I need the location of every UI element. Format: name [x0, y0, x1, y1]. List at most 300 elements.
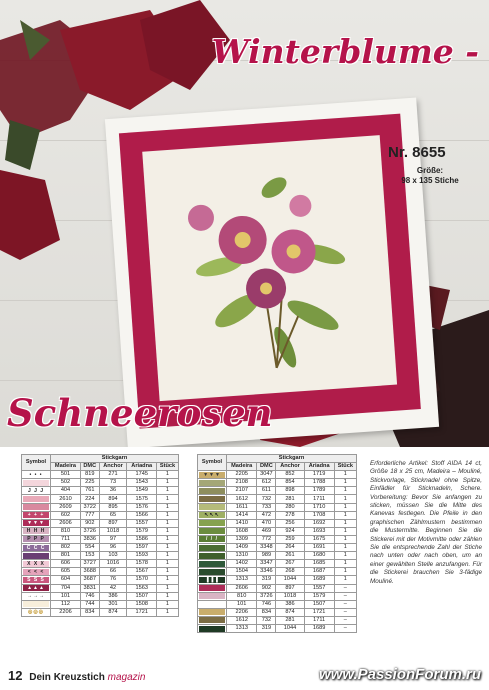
stueck-cell: 1 [156, 503, 178, 511]
madeira-cell: 2606 [227, 584, 257, 592]
color-swatch [23, 496, 49, 502]
stueck-cell: – [334, 608, 356, 616]
ariadna-cell: 1557 [127, 519, 157, 527]
anchor-cell: 1044 [276, 576, 304, 584]
stueck-cell: 1 [156, 471, 178, 479]
ariadna-cell: 1788 [304, 479, 334, 487]
symbol-cell [22, 592, 51, 600]
symbol-cell [22, 584, 51, 592]
madeira-cell: 2206 [51, 608, 81, 616]
dmc-cell: 834 [257, 608, 276, 616]
ariadna-cell: 1557 [304, 584, 334, 592]
color-swatch: S S S [23, 577, 49, 583]
color-swatch [199, 601, 225, 607]
symbol-cell [22, 519, 51, 527]
stueck-cell: 1 [156, 576, 178, 584]
color-swatch [199, 488, 225, 494]
magazine-name: Dein Kreuzstich [29, 672, 105, 683]
dmc-cell: 902 [257, 584, 276, 592]
color-swatch [199, 553, 225, 559]
table-row [198, 592, 357, 600]
table-row [22, 495, 179, 503]
stueck-cell: 1 [156, 527, 178, 535]
dmc-cell: 554 [80, 544, 99, 552]
table-body-right [198, 471, 357, 633]
symbol-cell [22, 511, 51, 519]
color-swatch: X X X [23, 561, 49, 567]
symbol-cell [22, 560, 51, 568]
symbol-cell [198, 616, 227, 624]
stueck-cell: 1 [156, 552, 178, 560]
page-number: 12 [8, 668, 23, 683]
madeira-cell: 2610 [51, 495, 81, 503]
dmc-cell: 3348 [257, 544, 276, 552]
madeira-cell: 2609 [51, 503, 81, 511]
madeira-cell: 2205 [227, 471, 257, 479]
anchor-cell: 1018 [99, 527, 127, 535]
pattern-size [380, 166, 480, 186]
table-row [198, 600, 357, 608]
ariadna-cell: 1507 [127, 592, 157, 600]
madeira-cell: 404 [51, 487, 81, 495]
color-swatch [199, 561, 225, 567]
madeira-cell: 2108 [227, 479, 257, 487]
color-swatch: ▲▲▲ [23, 585, 49, 591]
anchor-cell: 386 [99, 592, 127, 600]
table-row [198, 535, 357, 543]
color-swatch [199, 593, 225, 599]
color-swatch [199, 545, 225, 551]
table-row [198, 511, 357, 519]
color-swatch [199, 569, 225, 575]
stueck-cell: 1 [334, 527, 356, 535]
color-swatch: →→→ [23, 593, 49, 599]
dmc-cell: 732 [257, 495, 276, 503]
ariadna-cell: 1507 [304, 600, 334, 608]
ariadna-cell: 1693 [304, 527, 334, 535]
ariadna-cell: 1593 [127, 552, 157, 560]
anchor-cell: 894 [99, 495, 127, 503]
anchor-cell: 66 [99, 568, 127, 576]
dmc-cell: 3726 [257, 592, 276, 600]
color-swatch [199, 480, 225, 486]
madeira-cell: 704 [51, 584, 81, 592]
symbol-cell [198, 544, 227, 552]
color-swatch [199, 504, 225, 510]
header-dmc: DMC [80, 463, 99, 471]
anchor-cell: 264 [276, 544, 304, 552]
table-row [22, 560, 179, 568]
size-label: Größe: [416, 166, 444, 175]
color-swatch: ▼▼▼ [199, 472, 225, 478]
flower-embroidery [142, 135, 397, 401]
thread-key-table-left [21, 454, 179, 617]
color-swatch: H H H [23, 528, 49, 534]
madeira-cell: 101 [227, 600, 257, 608]
stueck-cell: 1 [334, 495, 356, 503]
dmc-cell: 732 [257, 616, 276, 624]
symbol-cell [22, 600, 51, 608]
dmc-cell: 3831 [80, 584, 99, 592]
madeira-cell: 502 [51, 479, 81, 487]
table-row [22, 527, 179, 535]
thread-key-table-right [197, 454, 357, 633]
symbol-cell [198, 608, 227, 616]
symbol-cell [22, 535, 51, 543]
dmc-cell: 902 [80, 519, 99, 527]
color-swatch [199, 585, 225, 591]
madeira-cell: 2606 [51, 519, 81, 527]
symbol-cell [22, 608, 51, 616]
dmc-cell: 470 [257, 519, 276, 527]
table-row [22, 552, 179, 560]
symbol-cell [198, 552, 227, 560]
symbol-cell [198, 568, 227, 576]
symbol-cell [198, 495, 227, 503]
color-swatch [199, 617, 225, 623]
color-swatch: + + + [23, 512, 49, 518]
madeira-cell: 1608 [227, 527, 257, 535]
header-ariadna: Ariadna [127, 463, 157, 471]
stueck-cell: 1 [156, 544, 178, 552]
symbol-cell [198, 592, 227, 600]
stueck-cell: 1 [156, 479, 178, 487]
anchor-cell: 271 [99, 471, 127, 479]
stueck-cell: 1 [334, 503, 356, 511]
symbol-cell [22, 471, 51, 479]
stueck-cell: – [334, 624, 356, 632]
stueck-cell: 1 [334, 519, 356, 527]
anchor-cell: 65 [99, 511, 127, 519]
ariadna-cell: 1692 [304, 519, 334, 527]
page-footer [8, 668, 145, 683]
stueck-cell: 1 [156, 535, 178, 543]
color-swatch [199, 528, 225, 534]
ariadna-cell: 1689 [304, 576, 334, 584]
stueck-cell: 1 [334, 511, 356, 519]
symbol-cell [22, 576, 51, 584]
stueck-cell: 1 [334, 560, 356, 568]
dmc-cell: 469 [257, 527, 276, 535]
anchor-cell: 852 [276, 471, 304, 479]
table-row [22, 592, 179, 600]
stueck-cell: 1 [156, 495, 178, 503]
dmc-cell: 3687 [80, 576, 99, 584]
symbol-cell [198, 576, 227, 584]
dmc-cell: 3722 [80, 503, 99, 511]
watermark: www.PassionForum.ru [319, 666, 481, 683]
madeira-cell: 1309 [227, 535, 257, 543]
dmc-cell: 761 [80, 487, 99, 495]
ariadna-cell: 1508 [127, 600, 157, 608]
symbol-cell [22, 479, 51, 487]
stueck-cell: 1 [334, 552, 356, 560]
color-swatch [23, 480, 49, 486]
symbol-cell [198, 527, 227, 535]
stueck-cell: 1 [156, 584, 178, 592]
header-stueck: Stück [334, 463, 356, 471]
table-row [22, 519, 179, 527]
dmc-cell: 224 [80, 495, 99, 503]
header-madeira: Madeira [51, 463, 81, 471]
header-stickgarn: Stickgarn [51, 455, 179, 463]
table-row [22, 487, 179, 495]
dmc-cell: 319 [257, 576, 276, 584]
dmc-cell: 746 [80, 592, 99, 600]
ariadna-cell: 1719 [304, 471, 334, 479]
stueck-cell: 1 [334, 568, 356, 576]
madeira-cell: 1310 [227, 552, 257, 560]
stueck-cell: 1 [334, 535, 356, 543]
symbol-cell [22, 487, 51, 495]
table-row [198, 503, 357, 511]
product-number: Nr. 8655 [388, 144, 446, 161]
madeira-cell: 1612 [227, 495, 257, 503]
stueck-cell: 1 [156, 487, 178, 495]
anchor-cell: 281 [276, 616, 304, 624]
madeira-cell: 711 [51, 535, 81, 543]
dmc-cell: 733 [257, 503, 276, 511]
table-row [22, 471, 179, 479]
ariadna-cell: 1566 [127, 511, 157, 519]
stueck-cell: 1 [156, 511, 178, 519]
anchor-cell: 301 [99, 600, 127, 608]
table-body-left [22, 471, 179, 617]
madeira-cell: 2107 [227, 487, 257, 495]
symbol-cell [198, 624, 227, 632]
ariadna-cell: 1721 [304, 608, 334, 616]
color-swatch: ◎◎◎ [23, 609, 49, 615]
dmc-cell: 3836 [80, 535, 99, 543]
anchor-cell: 96 [99, 544, 127, 552]
anchor-cell: 261 [276, 552, 304, 560]
table-row [198, 495, 357, 503]
symbol-cell [22, 527, 51, 535]
color-swatch: < < < [23, 569, 49, 575]
ariadna-cell: 1579 [304, 592, 334, 600]
stueck-cell: 1 [334, 487, 356, 495]
stueck-cell: 1 [156, 568, 178, 576]
dmc-cell: 772 [257, 535, 276, 543]
anchor-cell: 42 [99, 584, 127, 592]
table-row [198, 544, 357, 552]
madeira-cell: 101 [51, 592, 81, 600]
ariadna-cell: 1687 [304, 568, 334, 576]
ariadna-cell: 1567 [127, 568, 157, 576]
anchor-cell: 874 [99, 608, 127, 616]
color-swatch: / / / [199, 536, 225, 542]
dmc-cell: 989 [257, 552, 276, 560]
ariadna-cell: 1710 [304, 503, 334, 511]
color-swatch: ▼▼▼ [23, 520, 49, 526]
color-swatch: ▐▐▐ [199, 577, 225, 583]
anchor-cell: 854 [276, 479, 304, 487]
stueck-cell: 1 [156, 608, 178, 616]
dmc-cell: 225 [80, 479, 99, 487]
dmc-cell: 319 [257, 624, 276, 632]
symbol-cell [22, 544, 51, 552]
header-ariadna: Ariadna [304, 463, 334, 471]
stueck-cell: 1 [156, 560, 178, 568]
dmc-cell: 153 [80, 552, 99, 560]
madeira-cell: 1410 [227, 519, 257, 527]
symbol-cell [198, 503, 227, 511]
madeira-cell: 604 [51, 576, 81, 584]
anchor-cell: 281 [276, 495, 304, 503]
anchor-cell: 895 [99, 503, 127, 511]
ariadna-cell: 1586 [127, 535, 157, 543]
header-symbol: Symbol [22, 455, 51, 471]
anchor-cell: 280 [276, 503, 304, 511]
anchor-cell: 898 [276, 487, 304, 495]
symbol-cell [198, 584, 227, 592]
madeira-cell: 1409 [227, 544, 257, 552]
dmc-cell: 744 [80, 600, 99, 608]
anchor-cell: 1016 [99, 560, 127, 568]
madeira-cell: 602 [51, 511, 81, 519]
ariadna-cell: 1675 [304, 535, 334, 543]
ariadna-cell: 1691 [304, 544, 334, 552]
dmc-cell: 3047 [257, 471, 276, 479]
madeira-cell: 1414 [227, 511, 257, 519]
symbol-cell [22, 568, 51, 576]
ariadna-cell: 1549 [127, 487, 157, 495]
symbol-cell [22, 495, 51, 503]
ariadna-cell: 1711 [304, 616, 334, 624]
anchor-cell: 259 [276, 535, 304, 543]
stueck-cell: 1 [156, 519, 178, 527]
stueck-cell: 1 [156, 592, 178, 600]
table-row [198, 616, 357, 624]
table-row [22, 479, 179, 487]
symbol-cell [198, 479, 227, 487]
header-dmc: DMC [257, 463, 276, 471]
color-swatch [199, 496, 225, 502]
madeira-cell: 501 [51, 471, 81, 479]
table-row [198, 471, 357, 479]
dmc-cell: 612 [257, 479, 276, 487]
dmc-cell: 472 [257, 511, 276, 519]
dmc-cell: 834 [80, 608, 99, 616]
table-row [22, 503, 179, 511]
dmc-cell: 3688 [80, 568, 99, 576]
anchor-cell: 76 [99, 576, 127, 584]
madeira-cell: 112 [51, 600, 81, 608]
anchor-cell: 267 [276, 560, 304, 568]
dmc-cell: 819 [80, 471, 99, 479]
madeira-cell: 1612 [227, 616, 257, 624]
table-row [22, 576, 179, 584]
ariadna-cell: 1597 [127, 544, 157, 552]
stueck-cell: – [334, 592, 356, 600]
color-swatch [199, 520, 225, 526]
stueck-cell: – [334, 616, 356, 624]
page-title-line-1: Winterblume - [211, 32, 479, 71]
ariadna-cell: 1576 [127, 503, 157, 511]
symbol-cell [198, 511, 227, 519]
dmc-cell: 611 [257, 487, 276, 495]
header-anchor: Anchor [276, 463, 304, 471]
stueck-cell: 1 [334, 479, 356, 487]
magazine-suffix: magazin [107, 672, 146, 683]
color-swatch [23, 553, 49, 559]
color-swatch: C C C [23, 545, 49, 551]
ariadna-cell: 1563 [127, 584, 157, 592]
header-madeira: Madeira [227, 463, 257, 471]
ariadna-cell: 1543 [127, 479, 157, 487]
table-row [198, 560, 357, 568]
anchor-cell: 874 [276, 608, 304, 616]
table-row [22, 535, 179, 543]
table-row [198, 487, 357, 495]
anchor-cell: 1044 [276, 624, 304, 632]
ariadna-cell: 1570 [127, 576, 157, 584]
stueck-cell: 1 [334, 544, 356, 552]
symbol-cell [198, 600, 227, 608]
symbol-cell [198, 519, 227, 527]
anchor-cell: 897 [276, 584, 304, 592]
symbol-cell [198, 487, 227, 495]
anchor-cell: 256 [276, 519, 304, 527]
table-row [22, 511, 179, 519]
table-row [22, 608, 179, 616]
anchor-cell: 1018 [276, 592, 304, 600]
dmc-cell: 3347 [257, 560, 276, 568]
ariadna-cell: 1745 [127, 471, 157, 479]
color-swatch: • • • [23, 472, 49, 478]
ariadna-cell: 1708 [304, 511, 334, 519]
dmc-cell: 3346 [257, 568, 276, 576]
instructions-text: Erforderliche Artikel: Stoff AIDA 14 ct, Größe 18 x 25 cm, Madeira – Mouliné, Stickvorlage, Sticknadel ohne Spitze, Einfädler für Sticknadeln, Schere. Vorbereitung: Bevor Sie anfangen zu sticken, müssen Sie die Mitte des Kanevas festlegen. Die Pfeile in den graphischen Zählmustern bestimmen die Mustermitte. Beginnen Sie die Stickerei mit der Motivmitte oder zählen Sie die entsprechende Zahl der Stiche nach unten oder nach oben, um an einer gewählten Stelle anzufangen. Für die Stickerei brauchen Sie 3-fädige Mouliné. [370, 460, 482, 585]
stueck-cell: 1 [156, 600, 178, 608]
anchor-cell: 897 [99, 519, 127, 527]
size-value: 98 x 135 Stiche [401, 176, 459, 185]
header-stickgarn: Stickgarn [227, 455, 357, 463]
color-swatch: P P P [23, 536, 49, 542]
symbol-cell [198, 535, 227, 543]
header-symbol: Symbol [198, 455, 227, 471]
ariadna-cell: 1680 [304, 552, 334, 560]
dmc-cell: 746 [257, 600, 276, 608]
ariadna-cell: 1789 [304, 487, 334, 495]
ariadna-cell: 1579 [127, 527, 157, 535]
stueck-cell: 1 [334, 576, 356, 584]
color-swatch [199, 609, 225, 615]
madeira-cell: 1504 [227, 568, 257, 576]
madeira-cell: 801 [51, 552, 81, 560]
madeira-cell: 1313 [227, 624, 257, 632]
color-swatch [23, 504, 49, 510]
madeira-cell: 605 [51, 568, 81, 576]
table-row [198, 479, 357, 487]
ariadna-cell: 1711 [304, 495, 334, 503]
symbol-cell [198, 471, 227, 479]
dmc-cell: 3726 [80, 527, 99, 535]
ariadna-cell: 1578 [127, 560, 157, 568]
table-row [22, 568, 179, 576]
symbol-cell [198, 560, 227, 568]
symbol-cell [22, 503, 51, 511]
page-title-line-2: Schneerosen [7, 391, 273, 435]
ariadna-cell: 1685 [304, 560, 334, 568]
header-anchor: Anchor [99, 463, 127, 471]
embroidery-picture [142, 135, 397, 401]
madeira-cell: 1313 [227, 576, 257, 584]
ariadna-cell: 1575 [127, 495, 157, 503]
ariadna-cell: 1689 [304, 624, 334, 632]
table-row [198, 624, 357, 632]
dmc-cell: 3727 [80, 560, 99, 568]
